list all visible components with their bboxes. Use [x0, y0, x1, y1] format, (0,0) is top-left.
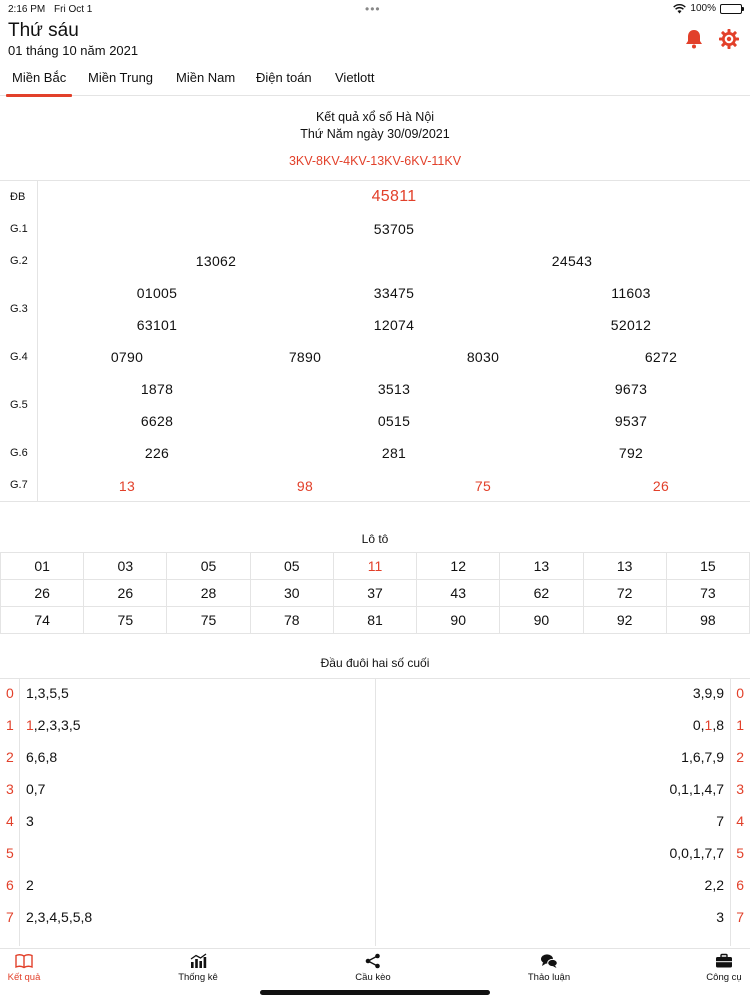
loto-cell: 73 [666, 580, 749, 607]
status-date: Fri Oct 1 [54, 4, 93, 15]
briefcase-icon [715, 953, 733, 969]
loto-cell: 15 [666, 553, 749, 580]
prize-g5-number: 9537 [614, 413, 648, 429]
prize-g3-number: 12074 [373, 317, 415, 333]
tabbar-label: Thảo luận [527, 972, 571, 983]
loto-cell: 03 [84, 553, 167, 580]
tab-dien-toan[interactable]: Điện toán [256, 70, 312, 85]
tabbar-cong-cu[interactable] [684, 953, 750, 983]
tail-values: 2,2 [704, 877, 724, 893]
loto-cell: 37 [333, 580, 416, 607]
battery-icon [720, 4, 742, 14]
status-time: 2:16 PM [8, 4, 46, 15]
prize-g3-number: 63101 [136, 317, 178, 333]
bell-icon[interactable] [683, 28, 705, 50]
chart-icon [189, 953, 207, 969]
prize-g5-number: 0515 [377, 413, 411, 429]
dau-duoi-table [0, 678, 750, 946]
loto-cell: 13 [583, 553, 666, 580]
loto-cell: 90 [417, 607, 500, 634]
share-icon [364, 953, 382, 969]
prize-label-g6: G.6 [10, 447, 28, 459]
prize-g6-number: 792 [618, 445, 644, 461]
head-digit: 3 [6, 781, 14, 797]
loto-cell: 28 [167, 580, 250, 607]
table-row [0, 839, 750, 871]
status-right [673, 3, 742, 14]
tail-values: 3,9,9 [692, 685, 724, 701]
loto-cell: 11 [333, 553, 416, 580]
prize-label-g7: G.7 [10, 479, 28, 491]
tail-digit: 6 [736, 877, 744, 893]
tail-values: 7 [716, 813, 724, 829]
loto-table [0, 552, 750, 634]
prize-g7-number: 98 [296, 478, 314, 494]
prize-g4-number: 8030 [466, 349, 500, 365]
table-row [1, 553, 750, 580]
head-digit: 0 [6, 685, 14, 701]
prize-label-g4: G.4 [10, 351, 28, 363]
tabbar-thong-ke[interactable] [158, 953, 238, 983]
head-values: 6,6,8 [26, 749, 58, 765]
loto-cell: 92 [583, 607, 666, 634]
tab-mien-trung[interactable]: Miền Trung [88, 70, 154, 85]
chat-bubbles-icon [540, 953, 558, 969]
prize-g7-number: 26 [652, 478, 670, 494]
tail-values-post: ,8 [712, 717, 724, 733]
loto-cell: 12 [417, 553, 500, 580]
tail-digit: 3 [736, 781, 744, 797]
loto-cell: 74 [1, 607, 84, 634]
table-row [0, 807, 750, 839]
prize-g3-number: 11603 [611, 285, 651, 301]
status-bar [0, 0, 750, 18]
home-indicator[interactable] [260, 990, 490, 995]
prize-label-g5: G.5 [10, 399, 28, 411]
prize-label-g3: G.3 [10, 303, 28, 315]
prize-g2-number: 13062 [195, 253, 237, 269]
tabbar-ket-qua[interactable] [0, 953, 64, 983]
head-values: 2 [26, 877, 34, 893]
table-row [0, 775, 750, 807]
table-row [1, 580, 750, 607]
head-digit: 5 [6, 845, 14, 861]
head-values: 3 [26, 813, 34, 829]
table-row [0, 871, 750, 903]
tabbar-thao-luan[interactable] [509, 953, 589, 983]
prize-g7-number: 13 [118, 478, 136, 494]
tabbar-cau-keo[interactable] [333, 953, 413, 983]
loto-cell: 05 [167, 553, 250, 580]
prize-g3-number: 33475 [373, 285, 415, 301]
tail-digit: 4 [736, 813, 744, 829]
head-digit: 1 [6, 717, 14, 733]
table-row [0, 679, 750, 711]
loto-cell: 81 [333, 607, 416, 634]
loto-cell: 01 [1, 553, 84, 580]
result-date: Thứ Năm ngày 30/09/2021 [300, 127, 450, 141]
tail-values [693, 717, 724, 733]
head-digit: 7 [6, 909, 14, 925]
prize-table [0, 180, 750, 502]
dau-duoi-title: Đầu đuôi hai số cuối [320, 656, 430, 670]
table-row [0, 743, 750, 775]
result-code: 3KV-8KV-4KV-13KV-6KV-11KV [288, 154, 462, 168]
prize-g5-number: 3513 [377, 381, 411, 397]
head-digit: 2 [6, 749, 14, 765]
prize-g6-number: 226 [144, 445, 170, 461]
prize-db-number: 45811 [371, 188, 417, 205]
head-digit: 6 [6, 877, 14, 893]
multitask-dots-icon[interactable]: ••• [365, 2, 381, 16]
tail-digit: 0 [736, 685, 744, 701]
tab-mien-nam[interactable]: Miền Nam [176, 70, 236, 85]
page-date: 01 tháng 10 năm 2021 [8, 43, 139, 58]
battery-percent: 100% [690, 3, 716, 14]
prize-label-g2: G.2 [10, 255, 28, 267]
prize-g5-number: 9673 [614, 381, 648, 397]
loto-cell: 43 [417, 580, 500, 607]
tail-highlight: 1 [704, 717, 713, 733]
loto-cell: 26 [84, 580, 167, 607]
table-row [1, 607, 750, 634]
loto-cell: 72 [583, 580, 666, 607]
tabbar-label: Cầu kèo [355, 972, 391, 983]
loto-cell: 90 [500, 607, 583, 634]
loto-cell: 98 [666, 607, 749, 634]
prize-g4-number: 0790 [110, 349, 144, 365]
head-values: 1,3,5,5 [26, 685, 69, 701]
prize-g3-number: 52012 [610, 317, 652, 333]
prize-g4-number: 7890 [288, 349, 322, 365]
gear-icon[interactable] [718, 28, 740, 50]
prize-g4-number: 6272 [644, 349, 678, 365]
tabbar-label: Kết quả [7, 972, 41, 983]
tail-values: 1,6,7,9 [681, 749, 724, 765]
loto-cell: 13 [500, 553, 583, 580]
tabbar-label: Thống kê [178, 972, 218, 983]
prize-g6-number: 281 [381, 445, 407, 461]
loto-cell: 75 [167, 607, 250, 634]
head-values: 0,7 [26, 781, 46, 797]
page-title: Thứ sáu [8, 20, 79, 41]
loto-cell: 62 [500, 580, 583, 607]
loto-cell: 75 [84, 607, 167, 634]
tab-vietlott[interactable]: Vietlott [335, 70, 375, 85]
prize-g3-number: 01005 [136, 285, 178, 301]
head-values-rest: ,2,3,3,5 [33, 717, 81, 733]
tail-digit: 5 [736, 845, 744, 861]
tail-values-pre: 0, [692, 717, 705, 733]
prize-g5-number: 1878 [140, 381, 174, 397]
prize-g5-number: 6628 [140, 413, 174, 429]
app-header [0, 18, 750, 60]
head-digit: 4 [6, 813, 14, 829]
tail-digit: 1 [736, 717, 744, 733]
region-tabs [0, 62, 750, 96]
tail-values: 3 [716, 909, 724, 925]
head-values [26, 717, 81, 733]
tail-digit: 7 [736, 909, 744, 925]
wifi-icon [673, 4, 686, 14]
table-row [0, 711, 750, 743]
book-icon [15, 953, 33, 969]
prize-g1-number: 53705 [373, 221, 415, 237]
loto-cell: 26 [1, 580, 84, 607]
tail-digit: 2 [736, 749, 744, 765]
head-values: 2,3,4,5,5,8 [26, 909, 93, 925]
tabbar-label: Công cụ [706, 972, 742, 983]
prize-label-g1: G.1 [10, 223, 28, 235]
prize-label-db: ĐB [10, 191, 26, 203]
prize-g7-number: 75 [474, 478, 492, 494]
tab-mien-bac[interactable]: Miền Bắc [12, 70, 67, 85]
prize-label-column [0, 181, 38, 501]
result-title: Kết quả xổ số Hà Nội [315, 110, 435, 124]
loto-cell: 30 [250, 580, 333, 607]
tail-values: 0,0,1,7,7 [669, 845, 724, 861]
loto-cell: 05 [250, 553, 333, 580]
table-row [0, 903, 750, 935]
prize-g2-number: 24543 [551, 253, 593, 269]
loto-cell: 78 [250, 607, 333, 634]
head-highlight: 1 [26, 717, 34, 733]
tail-values: 0,1,1,4,7 [669, 781, 724, 797]
loto-title: Lô tô [361, 532, 389, 546]
